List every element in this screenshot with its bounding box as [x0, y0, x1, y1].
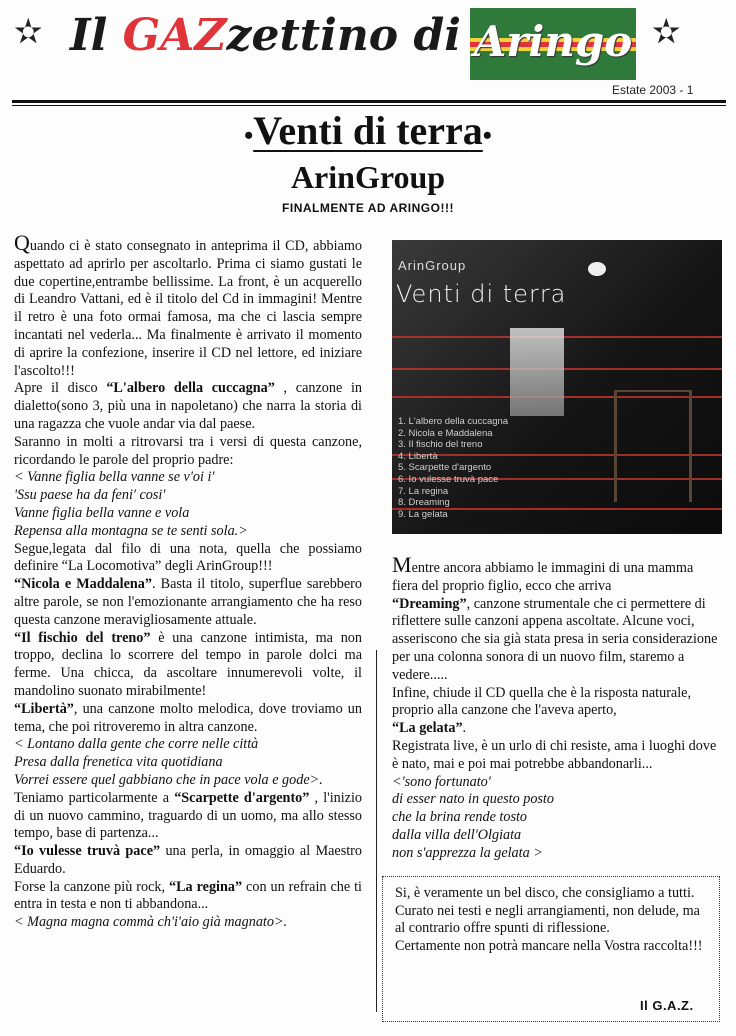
- cover-track: 4. Libertà: [398, 450, 438, 462]
- lyric-line: non s'apprezza la gelata >: [392, 844, 543, 861]
- paragraph: Registrata live, è un urlo di chi resiste, ama i luoghi dove è nato, mai e poi mai potrebbe abbandonarli...: [392, 737, 717, 772]
- cover-brand: ArinGroup: [398, 258, 467, 273]
- cover-tracklist: [398, 416, 508, 520]
- title-bullet-right: •: [482, 121, 492, 150]
- column-divider: [376, 650, 377, 1012]
- lyric-line: Vorrei essere quel gabbiano che in pace vola e gode>.: [14, 771, 323, 788]
- paragraph-text: Apre il disco: [14, 380, 107, 397]
- song-title: “Nicola e Maddalena”: [14, 576, 152, 593]
- paragraph-text: Teniamo particolarmente a: [14, 789, 175, 806]
- paragraph-text: .: [462, 720, 467, 737]
- lyric-line: < Lontano dalla gente che corre nelle città: [14, 736, 259, 753]
- lyric-line: di esser nato in questo posto: [392, 791, 554, 808]
- title-bullet-left: •: [244, 121, 254, 150]
- article-kicker: FINALMENTE AD ARINGO!!!: [282, 201, 454, 215]
- right-column: [392, 552, 722, 863]
- cover-light: [588, 262, 606, 276]
- header-rule: [12, 100, 726, 103]
- paragraph-text: è una canzone intimista, ma non troppo, declina lo scorrere del tempo in parole dolci ma ferme. Una chicca, da ascoltare innumerevoli volte, il mandolino suonato mirabilmente!: [14, 629, 362, 699]
- article-title-text: Venti di terra: [253, 108, 483, 153]
- cover-chair: [614, 390, 692, 502]
- paragraph: [14, 843, 362, 879]
- masthead-gaz: GAZ: [122, 10, 227, 61]
- cover-track: 3. Il fischio del treno: [398, 439, 483, 451]
- song-title: “Io vulesse truvà pace”: [14, 843, 161, 860]
- paragraph-text: , canzone strumentale che ci permettere di riflettere sulle canzoni appena ascoltate. Alcune voci, asseriscono che sia già stata presa in seria considerazione per una colonna sonora di un nuovo film, staremo a vedere.....: [392, 595, 718, 683]
- paragraph: [392, 720, 722, 738]
- conclusion-text: [395, 885, 713, 955]
- lyric-line: < Vanne figlia bella vanne se v'oi i': [14, 469, 215, 486]
- lyric-line: 'Ssu paese ha da feni' cosi': [14, 487, 166, 504]
- song-title: “Il fischio del treno”: [14, 629, 151, 646]
- cover-track: 9. La gelata: [398, 508, 448, 520]
- paragraph: [14, 576, 362, 629]
- signature: Il G.A.Z.: [640, 998, 694, 1013]
- paragraph: Infine, chiude il CD quella che è la risposta naturale, proprio alla canzone che l'aveva aperto,: [392, 684, 692, 719]
- dropcap-letter: M: [392, 552, 412, 577]
- issue-label: Estate 2003 - 1: [612, 83, 694, 97]
- song-title: “Scarpette d'argento”: [174, 789, 310, 806]
- flag-word: Aringo: [473, 17, 633, 66]
- article-subtitle: ArinGroup: [290, 159, 446, 195]
- left-column: [14, 230, 363, 932]
- paragraph: [14, 701, 362, 737]
- paragraph-text: uando ci è stato consegnato in anteprima il CD, abbiamo aspettato ad aprirlo per ascoltarlo. Prima ci siamo gustati le due copertine,entrambe bellissime. La front, è un acquerello di Leandro Vattani, ed è il titolo del Cd in immagini! Mentre il retro è una foto ormai famosa, ma che ci lascia sempre incantati nel vederla... Ma finalmente è arrivato il momento di aprire la confezione, inserire il CD nel lettore, ed iniziare l'ascolto!!!: [14, 238, 362, 379]
- paragraph: [14, 630, 362, 701]
- cd-cover-image: [392, 240, 722, 534]
- song-title: “Dreaming”: [392, 595, 467, 612]
- conclusion-paragraph: Certamente non potrà mancare nella Vostra raccolta!!!: [395, 937, 703, 954]
- paragraph-text: con un refrain che ti entra in testa e non ti abbandona...: [14, 878, 362, 913]
- lyric-line: Vanne figlia bella vanne e vola: [14, 504, 190, 521]
- song-title: “Libertà”: [14, 700, 74, 717]
- cover-track: 7. La regina: [398, 485, 449, 497]
- paragraph-text: , una canzone molto melodica, dove troviamo un tema, che poi ritroveremo in altra canzone.: [14, 700, 362, 735]
- masthead-rest: zettino di: [226, 10, 461, 61]
- song-title: “L'albero della cuccagna”: [106, 380, 275, 397]
- flag-logo: [470, 8, 636, 80]
- song-title: “La regina”: [169, 878, 243, 895]
- cover-track: 6. Io vulesse truvà pace: [398, 473, 499, 485]
- paragraph: Saranno in molti a ritrovarsi tra i versi di questa canzone, ricordando le parole del proprio padre:: [14, 433, 362, 468]
- lyric-line: dalla villa dell'Olgiata: [392, 826, 522, 843]
- conclusion-paragraph: Si, è veramente un bel disco, che consigliamo a tutti. Curato nei testi e negli arrangiamenti, non delude, ma al contrario offre spunti di riflessione.: [395, 885, 700, 937]
- cover-title: Venti di terra: [396, 280, 567, 308]
- lyric-line: Repensa alla montagna se te senti sola.>: [14, 522, 248, 539]
- masthead-title: [70, 8, 461, 64]
- song-title: “La gelata”: [392, 720, 463, 737]
- paragraph: [14, 380, 362, 433]
- cover-window: [510, 328, 564, 416]
- lyric-line: <'sono fortunato': [392, 773, 491, 790]
- paragraph: [14, 790, 362, 843]
- cover-track: 5. Scarpette d'argento: [398, 462, 492, 474]
- paragraph: [392, 596, 722, 685]
- paragraph: [14, 230, 362, 380]
- cover-track: 2. Nicola e Maddalena: [398, 427, 493, 439]
- paragraph-text: . Basta il titolo, superflue sarebbero altre parole, se non l'emozionante arrangiamento che ha reso questa canzone meravigliosamente attuale.: [14, 576, 362, 628]
- masthead-prefix: Il: [70, 10, 123, 61]
- lyric-line: Presa dalla frenetica vita quotidiana: [14, 754, 223, 771]
- article-title: [0, 106, 736, 161]
- paragraph-text: entre ancora abbiamo le immagini di una mamma fiera del proprio figlio, ecco che arriva: [392, 560, 694, 594]
- lyric-line: che la brina rende tosto: [392, 809, 528, 826]
- lyric-line: < Magna magna commà ch'i'aio già magnato>.: [14, 914, 288, 931]
- star-icon-right: ✫: [652, 12, 681, 52]
- paragraph-text: Forse la canzone più rock,: [14, 878, 169, 895]
- paragraph-text: una perla, in omaggio al Maestro Eduardo.: [14, 843, 362, 877]
- paragraph-text: , canzone in dialetto(sono 3, più una in napoletano) che narra la storia di una ragazza che vuole andar via dal paese.: [14, 380, 362, 432]
- cover-track: 1. L'albero della cuccagna: [398, 416, 509, 427]
- star-icon-left: ✫: [14, 12, 43, 52]
- paragraph: Segue,legata dal filo di una nota, quella che possiamo definire “La Locomotiva” degli ArinGroup!!!: [14, 540, 362, 575]
- cover-track: 8. Dreaming: [398, 497, 450, 509]
- paragraph-text: , l'inizio di un nuovo cammino, traguardo di un uomo, ma allo stesso tempo, base di partenza...: [14, 789, 363, 842]
- paragraph: [14, 879, 362, 915]
- paragraph: [392, 552, 722, 596]
- dropcap-letter: Q: [14, 230, 30, 255]
